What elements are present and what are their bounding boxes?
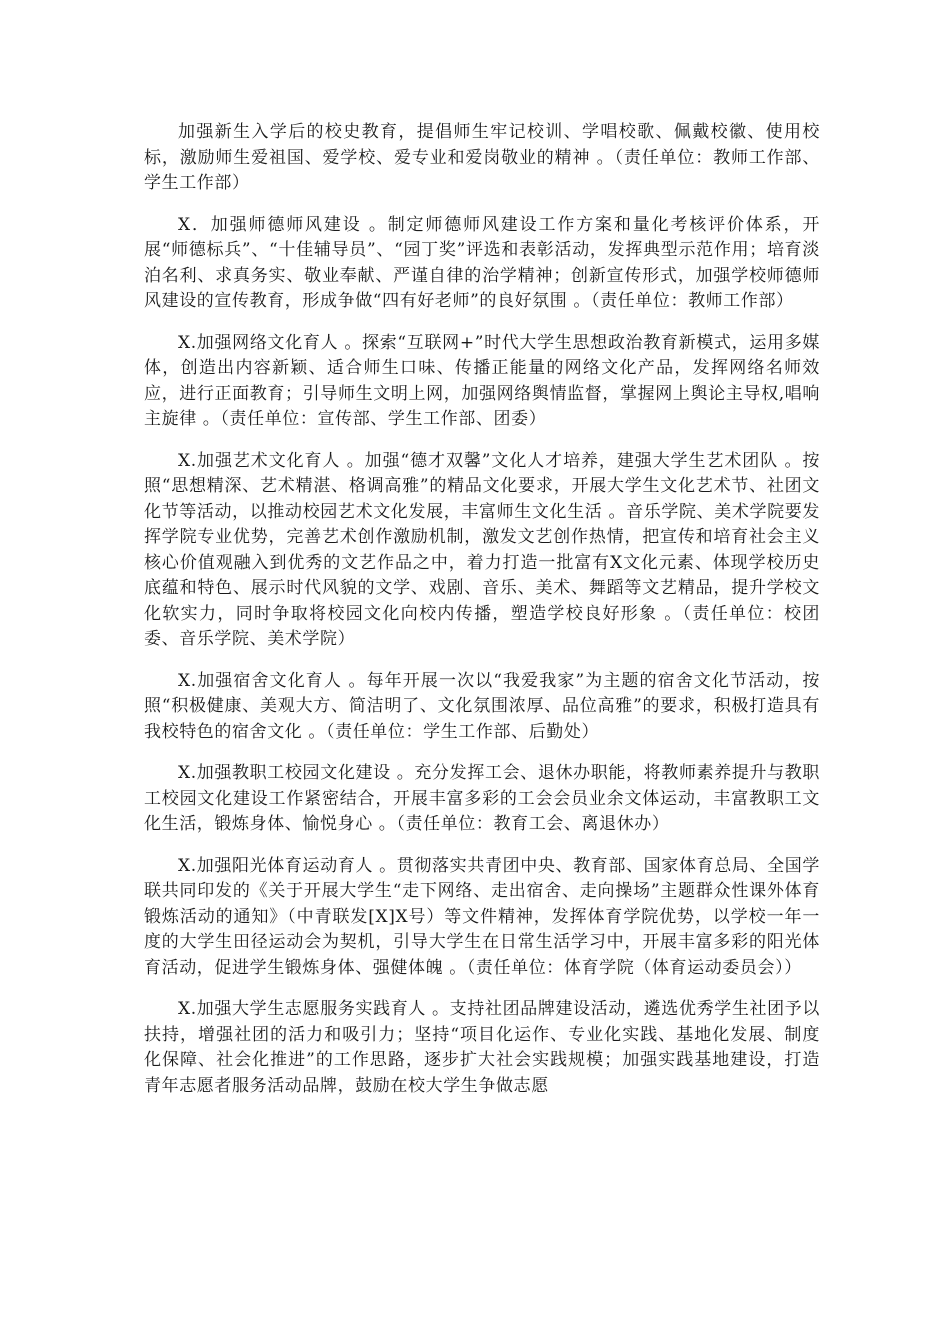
paragraph-dorm-culture: X.加强宿舍文化育人 。每年开展一次以“我爱我家”为主题的宿舍文化节活动，按照“积极健康、美观大方、简洁明了、文化氛围浓厚、品位高雅”的要求，积极打造具有我校特色的宿舍文化 。（责任单位：学生工作部、后勤处） [144,670,820,742]
paragraph-volunteer: X.加强大学生志愿服务实践育人 。支持社团品牌建设活动，遴选优秀学生社团予以扶持，增强社团的活力和吸引力；坚持“项目化运作、专业化实践、基地化发展、制度化保障、社会化推进”的工作思路，逐步扩大社会实践规模；加强实践基地建设，打造青年志愿者服务活动品牌，鼓励在校大学生争做志愿 [144,999,820,1096]
paragraph-network-culture: X.加强网络文化育人 。探索“互联网+”时代大学生思想政治教育新模式，运用多媒体，创造出内容新颖、适合师生口味、传播正能量的网络文化产品，发挥网络名师效应，进行正面教育；引导师生文明上网，加强网络舆情监督，掌握网上舆论主导权,唱响主旋律 。（责任单位：宣传部、学生工作部、团委） [144,332,820,429]
paragraph-teacher-ethics: X．加强师德师风建设 。制定师德师风建设工作方案和量化考核评价体系，开展“师德标兵”、“十佳辅导员”、“园丁奖”评选和表彰活动，发挥典型示范作用；培育淡泊名利、求真务实、敬业奉献、严谨自律的治学精神；创新宣传形式，加强学校师德师风建设的宣传教育，形成争做“四有好老师”的良好氛围 。（责任单位：教师工作部） [144,214,820,311]
document-body [144,120,820,1115]
paragraph-art-culture: X.加强艺术文化育人 。加强“德才双馨”文化人才培养，建强大学生艺术团队 。按照“思想精深、艺术精湛、格调高雅”的精品文化要求，开展大学生文化艺术节、社团文化节等活动，以推动校园艺术文化发展，丰富师生文化生活 。音乐学院、美术学院要发挥学院专业优势，完善艺术创作激励机制，激发文艺创作热情，把宣传和培育社会主义核心价值观融入到优秀的文艺作品之中，着力打造一批富有X文化元素、体现学校历史底蕴和特色、展示时代风貌的文学、戏剧、音乐、美术、舞蹈等文艺精品，提升学校文化软实力，同时争取将校园文化向校内传播，塑造学校良好形象 。（责任单位：校团委、音乐学院、美术学院） [144,450,820,649]
paragraph-sports: X.加强阳光体育运动育人 。贯彻落实共青团中央、教育部、国家体育总局、全国学联共同印发的《关于开展大学生“走下网络、走出宿舍、走向操场”主题群众性课外体育锻炼活动的通知》（中青联发[X]X号）等文件精神，发挥体育学院优势，以学校一年一度的大学生田径运动会为契机，引导大学生在日常生活学习中，开展丰富多彩的阳光体育活动，促进学生锻炼身体、强健体魄 。（责任单位：体育学院（体育运动委员会）） [144,855,820,978]
paragraph-staff-culture: X.加强教职工校园文化建设 。充分发挥工会、退休办职能，将教师素养提升与教职工校园文化建设工作紧密结合，开展丰富多彩的工会会员业余文体运动，丰富教职工文化生活，锻炼身体、愉悦身心 。（责任单位：教育工会、离退休办） [144,763,820,834]
paragraph-school-history: 加强新生入学后的校史教育，提倡师生牢记校训、学唱校歌、佩戴校徽、使用校标，激励师生爱祖国、爱学校、爱专业和爱岗敬业的精神 。（责任单位：教师工作部、学生工作部） [144,122,820,193]
